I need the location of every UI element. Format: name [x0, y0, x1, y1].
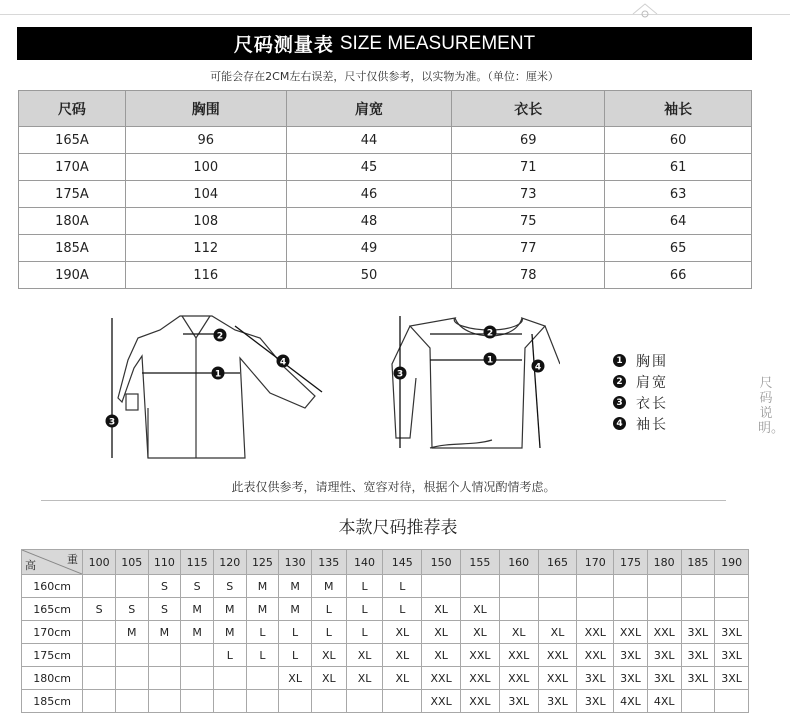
weight-header: 160 [499, 550, 538, 575]
size-cell [213, 690, 246, 713]
table-row [22, 575, 749, 598]
marker-shoulder-shirt: 2 [216, 331, 224, 342]
legend-number: 2 [613, 375, 626, 388]
size-cell [83, 575, 116, 598]
size-cell: XL [499, 621, 538, 644]
size-cell: M [115, 621, 148, 644]
table-cell: 175A [19, 181, 126, 208]
legend-label: 胸围 [636, 353, 668, 370]
table-cell: 63 [605, 181, 752, 208]
weight-header: 190 [715, 550, 749, 575]
size-cell [383, 690, 422, 713]
weight-header: 115 [181, 550, 214, 575]
measurement-lines [112, 316, 540, 458]
table-cell: 44 [286, 127, 452, 154]
size-cell [83, 690, 116, 713]
size-cell: M [279, 575, 312, 598]
size-recommend-table [21, 549, 749, 713]
measurement-note: 可能会存在2CM左右误差，尺寸仅供参考，以实物为准。（单位：厘米） [210, 70, 559, 83]
table-cell: 108 [125, 208, 286, 235]
size-cell [681, 598, 715, 621]
weight-header: 100 [83, 550, 116, 575]
size-cell: M [213, 621, 246, 644]
measurement-header-row [19, 91, 752, 127]
marker-chest-sweater: 1 [486, 355, 494, 366]
table-row [22, 690, 749, 713]
table-cell: 71 [452, 154, 605, 181]
weight-header: 105 [115, 550, 148, 575]
size-cell [346, 690, 383, 713]
table-cell: 116 [125, 262, 286, 289]
size-cell: M [246, 598, 279, 621]
size-cell: M [279, 598, 312, 621]
size-cell [715, 598, 749, 621]
size-cell: S [148, 598, 181, 621]
legend-number: 4 [613, 417, 626, 430]
size-cell: S [115, 598, 148, 621]
weight-header: 150 [422, 550, 461, 575]
table-cell: 185A [19, 235, 126, 262]
size-cell: XXL [577, 644, 614, 667]
weight-header: 165 [538, 550, 577, 575]
table-row [22, 621, 749, 644]
size-cell: XL [422, 598, 461, 621]
legend-item-chest [613, 350, 668, 371]
recommend-title: 本款尺码推荐表 [338, 518, 458, 538]
measurement-legend [613, 350, 668, 434]
size-cell [83, 644, 116, 667]
table-cell: 48 [286, 208, 452, 235]
table-cell: 46 [286, 181, 452, 208]
table-cell: 45 [286, 154, 452, 181]
table-cell: 73 [452, 181, 605, 208]
size-cell [647, 575, 681, 598]
table-row [22, 644, 749, 667]
table-cell: 61 [605, 154, 752, 181]
size-cell: XXL [577, 621, 614, 644]
legend-label: 袖长 [636, 416, 668, 433]
size-cell [461, 575, 500, 598]
size-cell [538, 598, 577, 621]
size-cell: XL [383, 621, 422, 644]
size-cell: L [346, 598, 383, 621]
size-cell: 3XL [715, 621, 749, 644]
size-cell: S [83, 598, 116, 621]
chevron-down-icon [632, 2, 658, 20]
legend-number: 1 [613, 354, 626, 367]
diagram-marker [106, 326, 545, 428]
size-cell: L [383, 598, 422, 621]
size-cell: L [246, 621, 279, 644]
title-cn: 尺码测量表 [233, 34, 334, 56]
size-cell [715, 690, 749, 713]
corner-cell [22, 550, 83, 575]
table-row [19, 235, 752, 262]
size-cell [83, 667, 116, 690]
size-cell: 3XL [538, 690, 577, 713]
table-cell: 65 [605, 235, 752, 262]
table-cell: 165A [19, 127, 126, 154]
size-cell: XXL [538, 667, 577, 690]
size-cell: M [181, 621, 214, 644]
disclaimer-text: 此表仅供参考，请理性、宽容对待，根据个人情况酌情考虑。 [231, 480, 556, 494]
legend-number: 3 [613, 396, 626, 409]
size-cell: S [213, 575, 246, 598]
table-cell: 75 [452, 208, 605, 235]
size-cell: 3XL [681, 644, 715, 667]
size-cell: L [279, 644, 312, 667]
size-cell: XL [311, 644, 346, 667]
size-cell: XXL [538, 644, 577, 667]
table-cell: 96 [125, 127, 286, 154]
size-cell [681, 690, 715, 713]
table-cell: 104 [125, 181, 286, 208]
col-chest: 胸围 [125, 91, 286, 127]
side-size-note[interactable]: 尺码说明。 [758, 376, 785, 436]
size-cell: M [311, 575, 346, 598]
size-cell [647, 598, 681, 621]
size-cell: XL [538, 621, 577, 644]
size-cell: XL [346, 644, 383, 667]
size-cell: XL [311, 667, 346, 690]
weight-header: 180 [647, 550, 681, 575]
table-cell: 66 [605, 262, 752, 289]
size-cell [181, 690, 214, 713]
size-cell: 3XL [647, 667, 681, 690]
table-cell: 170A [19, 154, 126, 181]
col-length: 衣长 [452, 91, 605, 127]
size-cell [115, 667, 148, 690]
size-cell: M [148, 621, 181, 644]
col-size: 尺码 [19, 91, 126, 127]
height-label: 170cm [22, 621, 83, 644]
height-label: 160cm [22, 575, 83, 598]
size-cell: 3XL [577, 690, 614, 713]
weight-header: 135 [311, 550, 346, 575]
weight-header: 120 [213, 550, 246, 575]
top-divider [0, 14, 790, 15]
page-title [17, 27, 752, 60]
legend-label: 衣长 [636, 395, 668, 412]
table-cell: 112 [125, 235, 286, 262]
corner-weight-label: 重 [67, 553, 78, 566]
size-cell: L [213, 644, 246, 667]
table-cell: 64 [605, 208, 752, 235]
size-cell [246, 690, 279, 713]
recommend-header-row [22, 550, 749, 575]
size-cell [115, 644, 148, 667]
table-cell: 50 [286, 262, 452, 289]
table-row [19, 181, 752, 208]
size-cell [181, 667, 214, 690]
size-cell: 3XL [647, 644, 681, 667]
weight-header: 145 [383, 550, 422, 575]
table-row [19, 127, 752, 154]
size-cell: 3XL [614, 667, 648, 690]
weight-header: 175 [614, 550, 648, 575]
size-cell [577, 598, 614, 621]
size-cell: L [311, 621, 346, 644]
size-cell: 4XL [614, 690, 648, 713]
size-cell [422, 575, 461, 598]
size-cell: XL [279, 667, 312, 690]
marker-length-shirt: 3 [108, 417, 116, 428]
table-cell: 190A [19, 262, 126, 289]
table-cell: 180A [19, 208, 126, 235]
size-cell [279, 690, 312, 713]
size-cell: L [279, 621, 312, 644]
size-cell: XL [461, 621, 500, 644]
size-cell [115, 690, 148, 713]
size-cell: 3XL [715, 667, 749, 690]
size-cell: XXL [422, 690, 461, 713]
size-cell: 4XL [647, 690, 681, 713]
col-sleeve: 袖长 [605, 91, 752, 127]
size-cell: XL [383, 644, 422, 667]
size-cell [614, 598, 648, 621]
height-label: 165cm [22, 598, 83, 621]
weight-header: 170 [577, 550, 614, 575]
size-cell: XXL [461, 644, 500, 667]
size-cell: 3XL [577, 667, 614, 690]
size-cell: 3XL [681, 621, 715, 644]
weight-header: 125 [246, 550, 279, 575]
measurement-table [18, 90, 752, 289]
size-cell [213, 667, 246, 690]
size-cell [148, 667, 181, 690]
weight-header: 155 [461, 550, 500, 575]
size-cell [181, 644, 214, 667]
size-cell: XL [383, 667, 422, 690]
table-row [19, 154, 752, 181]
size-cell: XXL [461, 667, 500, 690]
legend-label: 肩宽 [636, 374, 668, 391]
size-cell: S [148, 575, 181, 598]
size-cell: XL [461, 598, 500, 621]
size-cell [311, 690, 346, 713]
marker-sleeve-shirt: 4 [279, 357, 287, 368]
size-cell: 3XL [681, 667, 715, 690]
size-cell: XXL [499, 644, 538, 667]
size-cell [148, 690, 181, 713]
section-divider [41, 500, 726, 501]
table-cell: 69 [452, 127, 605, 154]
size-cell [538, 575, 577, 598]
title-en: SIZE MEASUREMENT [339, 32, 536, 54]
weight-header: 130 [279, 550, 312, 575]
weight-header: 185 [681, 550, 715, 575]
size-cell: M [181, 598, 214, 621]
size-cell: S [181, 575, 214, 598]
table-cell: 100 [125, 154, 286, 181]
size-cell: L [311, 598, 346, 621]
height-label: 185cm [22, 690, 83, 713]
marker-shoulder-sweater: 2 [486, 328, 494, 339]
table-row [22, 598, 749, 621]
size-cell [577, 575, 614, 598]
size-cell [715, 575, 749, 598]
size-cell: XL [422, 621, 461, 644]
marker-chest-shirt: 1 [214, 369, 222, 380]
table-cell: 60 [605, 127, 752, 154]
size-cell [115, 575, 148, 598]
table-cell: 78 [452, 262, 605, 289]
size-cell: XXL [422, 667, 461, 690]
size-cell: 3XL [614, 644, 648, 667]
garment-diagram [100, 308, 560, 468]
height-label: 175cm [22, 644, 83, 667]
weight-header: 140 [346, 550, 383, 575]
table-row [22, 667, 749, 690]
table-cell: 49 [286, 235, 452, 262]
height-label: 180cm [22, 667, 83, 690]
col-shoulder: 肩宽 [286, 91, 452, 127]
size-cell: XXL [647, 621, 681, 644]
size-cell: XL [346, 667, 383, 690]
size-cell [614, 575, 648, 598]
size-cell [499, 575, 538, 598]
size-cell: 3XL [499, 690, 538, 713]
size-cell: L [383, 575, 422, 598]
size-cell: M [213, 598, 246, 621]
size-cell: XXL [461, 690, 500, 713]
size-cell [246, 667, 279, 690]
size-cell: L [346, 621, 383, 644]
size-cell: XL [422, 644, 461, 667]
size-cell: 3XL [715, 644, 749, 667]
size-cell [499, 598, 538, 621]
legend-item-sleeve [613, 413, 668, 434]
size-cell [83, 621, 116, 644]
legend-item-shoulder [613, 371, 668, 392]
table-row [19, 262, 752, 289]
size-cell: L [246, 644, 279, 667]
size-cell [681, 575, 715, 598]
size-cell: L [346, 575, 383, 598]
size-cell [148, 644, 181, 667]
size-cell: M [246, 575, 279, 598]
size-cell: XXL [499, 667, 538, 690]
table-row [19, 208, 752, 235]
size-cell: XXL [614, 621, 648, 644]
weight-header: 110 [148, 550, 181, 575]
table-cell: 77 [452, 235, 605, 262]
marker-length-sweater: 3 [396, 369, 404, 380]
marker-sleeve-sweater: 4 [534, 362, 542, 373]
corner-height-label: 高 [25, 559, 36, 572]
legend-item-length [613, 392, 668, 413]
